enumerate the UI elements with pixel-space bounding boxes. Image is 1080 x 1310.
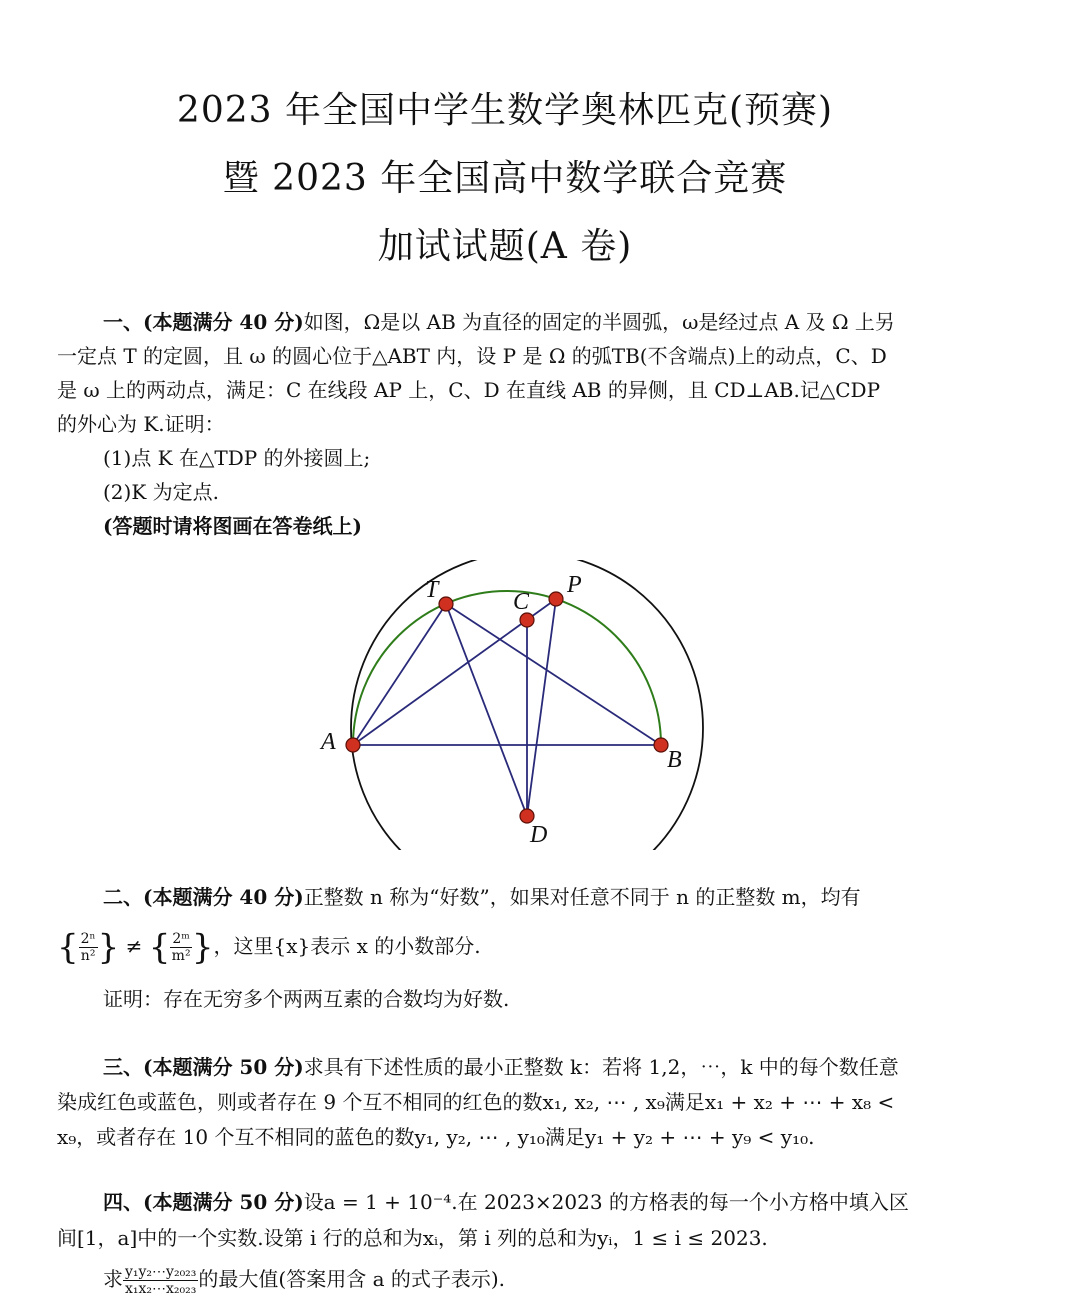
q2-text-1: 正整数 n 称为“好数”，如果对任意不同于 n 的正整数 m，均有	[303, 885, 861, 909]
title-line-1: 2023 年全国中学生数学奥林匹克(预赛)	[176, 90, 834, 131]
segment-PD	[527, 599, 556, 816]
right-brace-2: }	[191, 927, 214, 968]
point-C	[520, 613, 534, 627]
label-A: A	[321, 729, 336, 755]
q1-line-4: 的外心为 K.证明：	[57, 412, 225, 436]
q1-line-3: 是 ω 上的两动点，满足：C 在线段 AP 上，C、D 在直线 AB 的异侧，且 CD⊥AB.记△CDP	[57, 378, 881, 402]
right-brace-1: }	[97, 927, 120, 968]
q3-text-1: 求具有下述性质的最小正整数 k：若将 1,2，⋯，k 中的每个数任意	[303, 1055, 899, 1079]
q4-line-3	[103, 1262, 1003, 1297]
q3-label: 三、(本题满分 50 分)	[103, 1055, 304, 1079]
q2-label: 二、(本题满分 40 分)	[103, 885, 304, 909]
q1-text-1: 如图，Ω是以 AB 为直径的固定的半圆弧，ω是经过点 A 及 Ω 上另	[303, 310, 895, 334]
segment-AT	[353, 604, 446, 745]
label-D: D	[530, 822, 548, 848]
geometry-figure	[300, 560, 720, 850]
q1-sub-1: (1)点 K 在△TDP 的外接圆上;	[103, 446, 371, 470]
point-D	[520, 809, 534, 823]
title-line-3: 加试试题(A 卷)	[377, 226, 633, 267]
left-brace-1: {	[57, 927, 79, 968]
fraction-y-over-x: $\frac{\text{y₁y₂⋯y₂₀₂₃}}{\text{x₁x₂⋯x₂₀₂₃}}$	[125, 1264, 197, 1297]
point-B	[654, 738, 668, 752]
label-B: B	[667, 747, 682, 773]
q3-line-1	[103, 1050, 1003, 1084]
segment-TD	[446, 604, 527, 816]
q4-line-1	[103, 1185, 1003, 1219]
point-P	[549, 592, 563, 606]
q4-text-pre: 求	[103, 1267, 123, 1291]
q3-line-2: 染成红色或蓝色，则或者存在 9 个互不相同的红色的数x₁, x₂, ⋯ , x₉满足x₁ + x₂ + ⋯ + x₈ <	[57, 1090, 895, 1114]
title-line-2: 暨 2023 年全国高中数学联合竞赛	[222, 158, 788, 199]
q1-line-1	[103, 305, 1003, 339]
semicircle-omega	[353, 591, 661, 745]
q2-text-2: ，这里{x}表示 x 的小数部分.	[213, 934, 481, 958]
label-C: C	[513, 589, 530, 615]
point-A	[346, 738, 360, 752]
q1-note: (答题时请将图画在答卷纸上)	[103, 514, 362, 538]
q4-line-2: 间[1，a]中的一个实数.设第 i 行的总和为xᵢ，第 i 列的总和为yᵢ，1 ≤ i ≤ 2023.	[57, 1226, 768, 1250]
neq-symbol: ≠	[125, 934, 143, 958]
segment-TB	[446, 604, 661, 745]
q3-line-3: x₉，或者存在 10 个互不相同的蓝色的数y₁, y₂, ⋯ , y₁₀满足y₁ + y₂ + ⋯ + y₉ < y₁₀.	[57, 1125, 815, 1149]
label-P: P	[567, 572, 582, 598]
fraction-2m-m2: $\frac{\text{2ᵐ}}{\text{m²}}$	[171, 931, 191, 964]
q4-text-post: 的最大值(答案用含 a 的式子表示).	[198, 1267, 506, 1291]
q4-label: 四、(本题满分 50 分)	[103, 1190, 304, 1214]
q2-proof: 证明：存在无穷多个两两互素的合数均为好数.	[103, 987, 510, 1011]
q4-text-1: 设a = 1 + 10⁻⁴.在 2023×2023 的方格表的每一个小方格中填入区	[303, 1190, 909, 1214]
point-T	[439, 597, 453, 611]
label-T: T	[425, 577, 439, 603]
fraction-2n-n2: $\frac{\text{2ⁿ}}{\text{n²}}$	[80, 931, 96, 964]
q2-line-1	[103, 880, 1003, 914]
q1-sub-2: (2)K 为定点.	[103, 480, 219, 504]
q2-line-2	[57, 922, 957, 972]
left-brace-2: {	[148, 927, 171, 968]
q1-label: 一、(本题满分 40 分)	[103, 310, 304, 334]
q1-line-2: 一定点 T 的定圆，且 ω 的圆心位于△ABT 内，设 P 是 Ω 的弧TB(不含端点)上的动点，C、D	[57, 344, 887, 368]
